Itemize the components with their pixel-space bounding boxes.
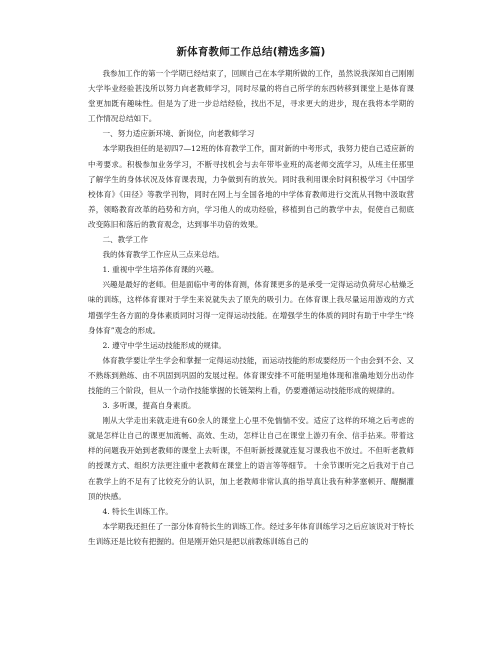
paragraph: 本学期我还担任了一部分体育特长生的训练工作。经过多年体育训练学习之后应该说对于特长生训练还是比较有把握的。但是刚开始只是把以前教练训练自己的 bbox=[88, 521, 414, 546]
paragraph: 我的体育教学工作应从三点来总结。 bbox=[102, 250, 224, 260]
paragraph: 刚从大学走出来就走进有60余人的课堂上心里不免惴惴不安。适应了这样的环境之后考虑的就是怎样让自己的课更加流畅、高效、生动，怎样让自己在课堂上游刃有余、信手拈来。带着这样的问题我开始到老教师的课堂上去听课，不但听新授课就连复习课我也不放过。不但听老教师的授课方式、组织方法更注重中老教师在课堂上的语言等等细节。 十余节课听完之后我对于自己在教学上的不足有了比较充分的认识，加上老教师非常认真的指导真让我有种茅塞顿开、醍醐灌顶的快感。 bbox=[88, 416, 414, 501]
subsection-heading-4: 4. 特长生训练工作。 bbox=[102, 506, 173, 516]
subsection-heading-2: 2. 遵守中学生运动技能形成的规律。 bbox=[102, 340, 227, 350]
paragraph: 兴趣是最好的老师。但是面临中考的体育测，体育课更多的是承受一定得运动负荷尽心枯燥乏味的训练，这样体育课对于学生来说就失去了原先的吸引力。在体育课上我尽量运用游戏的方式增强学生各方面的身体素质同时习得一定得运动技能。在增强学生的体质的同时有助于中学生“终身体育”观念的形成。 bbox=[88, 280, 414, 335]
paragraph: 体育教学要让学生学会和掌握一定得运动技能，而运动技能的形成要经历一个由会到不会、又不熟练到熟练、由不巩固到巩固的发展过程。体育课安排不可能明显地体现和准确地划分出动作技能的三个阶段，但从一个动作技能掌握的长链架构上看，仍要遵循运动技能形成的规律的。 bbox=[88, 355, 414, 395]
subsection-heading-1: 1. 重视中学生培养体育课的兴趣。 bbox=[102, 265, 219, 275]
document-body bbox=[88, 66, 414, 549]
section-heading-1: 一、努力适应新环境、新岗位，向老教师学习 bbox=[102, 129, 255, 139]
subsection-heading-3: 3. 多听课，提高自身素质。 bbox=[102, 401, 196, 411]
section-heading-2: 二、教学工作 bbox=[102, 235, 148, 245]
document-title: 新体育教师工作总结(精选多篇) bbox=[176, 46, 326, 58]
paragraph: 本学期我担任的是初四7—12班的体育教学工作，面对新的中考形式，我努力使自己适应新的中考要求。积极参加业务学习，不断寻找机会与去年带毕业班的高老师交流学习，从班主任那里了解学生的身体状况及体育课表现，力争做到有的放矢。同时我利用课余时间积极学习《中国学校体育》《田径》等教学刊物，同时在网上与全国各地的中学体育教师进行交流从刊物中汲取营养，领略教育改革的趋势和方向，学习他人的成功经验，移植到自己的教学中去，促使自己彻底改变陈旧和落后的教育观念，达到事半功倍的效果。 bbox=[88, 144, 414, 229]
paragraph-intro: 我参加工作的第一个学期已经结束了，回顾自己在本学期所做的工作，虽然说我深知自己刚刚大学毕业经验甚浅所以努力向老教师学习，同时尽量的将自己所学的东西转移到课堂上是体育课堂更加既有趣味性。但是为了进一步总结经验，找出不足，寻求更大的进步，现在我将本学期的工作情况总结如下。 bbox=[88, 69, 414, 124]
